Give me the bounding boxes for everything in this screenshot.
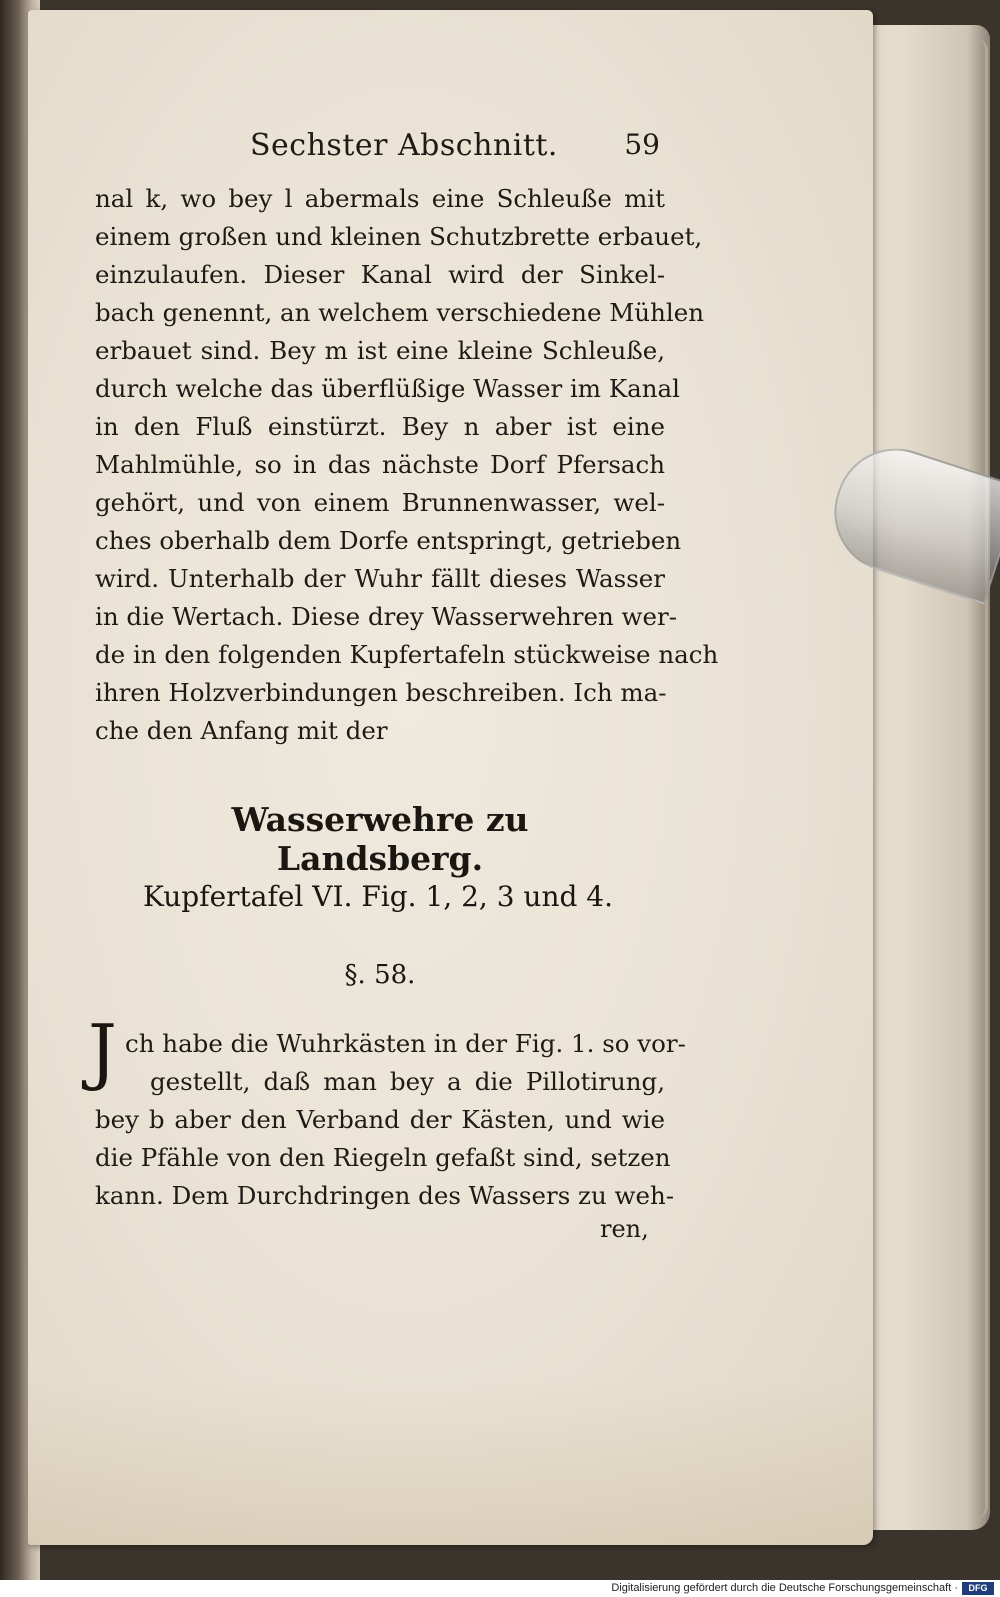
running-head [250,128,660,168]
text-line: einem großen und kleinen Schutzbrette erbauet, [95,222,703,251]
text-line: ches oberhalb dem Dorfe entspringt, getrieben [95,526,682,555]
text-line: de in den folgenden Kupfertafeln stückweise nach [95,640,719,669]
funding-credit: Digitalisierung gefördert durch die Deutsche Forschungsgemeinschaft · [611,1582,958,1594]
paper-stain [28,1380,873,1545]
text-line: nal k, wo bey l abermals eine Schleuße mit [95,184,665,213]
drop-capital: J [88,1009,117,1093]
text-line: gestellt, daß man bey a die Pillotirung, [150,1067,665,1096]
text-line: ihren Holzverbindungen beschreiben. Ich ma- [95,678,667,707]
digitization-footer [0,1580,1000,1597]
body-text-top [95,180,719,750]
section-heading: Wasserwehre zu Landsberg. [231,800,529,878]
text-line: in den Fluß einstürzt. Bey n aber ist eine [95,412,665,441]
text-line: che den Anfang mit der [95,716,388,745]
paragraph-number: §. 58. [344,960,416,990]
text-line: ch habe die Wuhrkästen in der Fig. 1. so vor- [125,1029,686,1058]
text-line: einzulaufen. Dieser Kanal wird der Sinkel- [95,260,665,289]
text-line: kann. Dem Durchdringen des Wassers zu weh- [95,1181,675,1210]
text-line: bey b aber den Verband der Kästen, und wie [95,1105,665,1134]
body-text-bottom [95,1025,686,1215]
text-line: bach genennt, an welchem verschiedene Mühlen [95,298,704,327]
text-line: die Pfähle von den Riegeln gefaßt sind, setzen [95,1143,671,1172]
text-line: gehört, und von einem Brunnenwasser, wel- [95,488,665,517]
text-line: Mahlmühle, so in das nächste Dorf Pfersach [95,450,665,479]
page-edges-inner [855,40,988,1520]
page-number: 59 [624,128,660,161]
text-line: in die Wertach. Diese drey Wasserwehren wer- [95,602,677,631]
text-line: wird. Unterhalb der Wuhr fällt dieses Wasser [95,564,665,593]
plate-reference: Kupfertafel VI. Fig. 1, 2, 3 und 4. [142,880,614,913]
catchword: ren, [600,1215,649,1243]
dfg-logo: DFG [962,1582,994,1595]
text-line: erbauet sind. Bey m ist eine kleine Schleuße, [95,336,665,365]
text-line: durch welche das überflüßige Wasser im Kanal [95,374,680,403]
running-title: Sechster Abschnitt. [250,128,558,163]
